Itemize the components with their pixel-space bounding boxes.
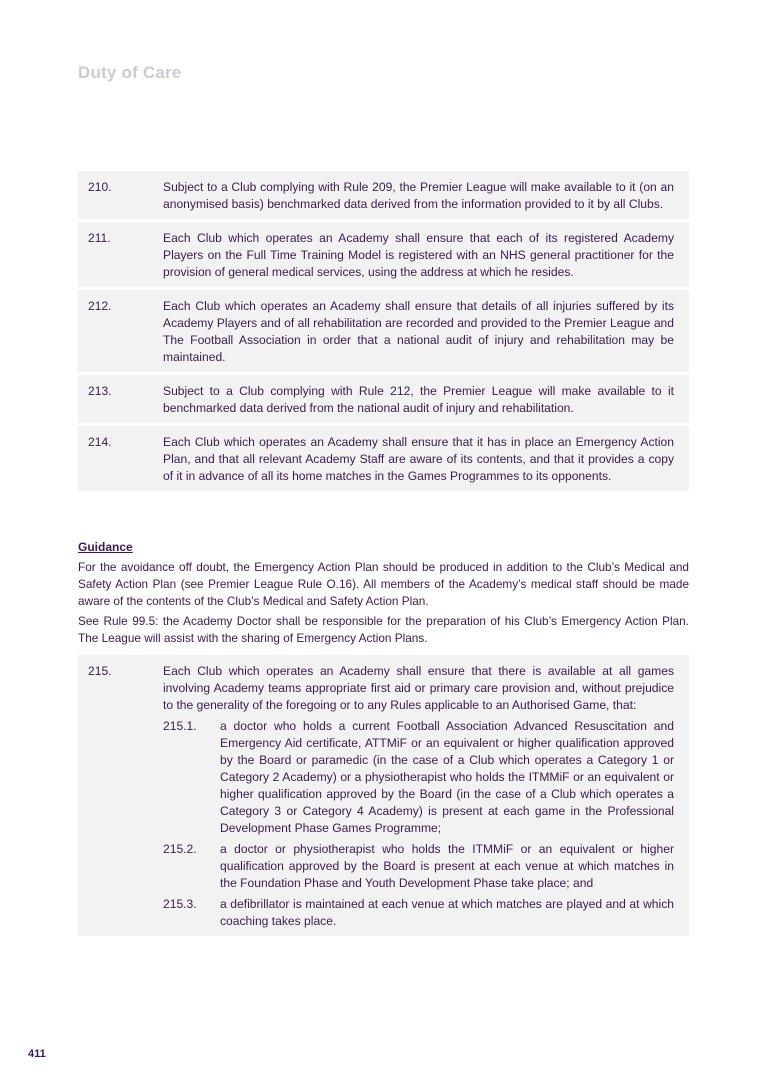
guidance-heading: Guidance (78, 540, 133, 554)
sub-rule-text: a doctor who holds a current Football Association Advanced Resuscitation and Emergency Aid certificate, ATTMiF or an equivalent or higher qualification approved by the Board or paramedic (in the case of a Club which operates a Category 1 or Category 2 Academy) or a physiotherapist who holds the ITMMiF or an equivalent or higher qualification approved by the Board (in the case of a Club which operates a Category 3 or Category 4 Academy) is present at each game in the Professional Development Phase Games Programme; (220, 719, 674, 835)
rule-content (163, 663, 674, 930)
rule-row-211 (78, 222, 689, 290)
rule-row-213 (78, 375, 689, 426)
guidance-paragraph: For the avoidance off doubt, the Emergency Action Plan should be produced in addition to the Club’s Medical and Safety Action Plan (see Premier League Rule O.16). All members of the Academy’s medical staff should be made aware of the contents of the Club’s Medical and Safety Action Plan. (78, 560, 689, 608)
guidance-paragraph: See Rule 99.5: the Academy Doctor shall be responsible for the preparation of his Club’s Emergency Action Plan. The League will assist with the sharing of Emergency Action Plans. (78, 614, 689, 645)
rule-row-215 (78, 655, 689, 936)
sub-rule-215-2 (163, 841, 674, 892)
guidance-section (78, 539, 689, 650)
rule-text: Each Club which operates an Academy shall ensure that each of its registered Academy Players on the Full Time Training Model is registered with an NHS general practitioner for the provision of general medical services, using the address at which he resides. (163, 231, 674, 279)
sub-rule-215-3 (163, 896, 674, 930)
rule-number: 210. (88, 180, 112, 194)
sub-rule-215-1 (163, 718, 674, 837)
page-number: 411 (28, 1048, 46, 1060)
rules-table-215 (78, 655, 689, 936)
rule-text: Subject to a Club complying with Rule 212, the Premier League will make available to it benchmarked data derived from the national audit of injury and rehabilitation. (163, 384, 674, 415)
sub-rule-text: a defibrillator is maintained at each venue at which matches are played and at which coaching takes place. (220, 897, 674, 928)
rule-text: Each Club which operates an Academy shall ensure that there is available at all games involving Academy teams appropriate first aid or primary care provision and, without prejudice to the generality of the foregoing or to any Rules applicable to an Authorised Game, that: (163, 664, 674, 712)
rule-text: Subject to a Club complying with Rule 209, the Premier League will make available to it (on an anonymised basis) benchmarked data derived from the information provided to it by all Clubs. (163, 180, 674, 211)
sub-rule-text: a doctor or physiotherapist who holds the ITMMiF or an equivalent or higher qualification approved by the Board is present at each venue at which matches in the Foundation Phase and Youth Development Phase take place; and (220, 842, 674, 890)
rules-table-top (78, 171, 689, 491)
rule-text: Each Club which operates an Academy shall ensure that details of all injuries suffered by its Academy Players and of all rehabilitation are recorded and provided to the Premier League and The Football Association in order that a national audit of injury and rehabilitation may be maintained. (163, 299, 674, 364)
sub-rule-number: 215.2. (163, 842, 197, 856)
page-title: Duty of Care (78, 63, 182, 82)
rule-number: 215. (88, 664, 112, 678)
rule-number: 211. (88, 231, 111, 245)
rule-text: Each Club which operates an Academy shall ensure that it has in place an Emergency Action Plan, and that all relevant Academy Staff are aware of its contents, and that it provides a copy of it in advance of all its home matches in the Games Programmes to its opponents. (163, 435, 674, 483)
rule-row-214 (78, 426, 689, 491)
rule-number: 214. (88, 435, 112, 449)
rule-row-210 (78, 171, 689, 222)
sub-rule-number: 215.1. (163, 719, 197, 733)
rule-number: 213. (88, 384, 112, 398)
sub-rule-number: 215.3. (163, 897, 197, 911)
rule-row-212 (78, 290, 689, 375)
rule-number: 212. (88, 299, 112, 313)
